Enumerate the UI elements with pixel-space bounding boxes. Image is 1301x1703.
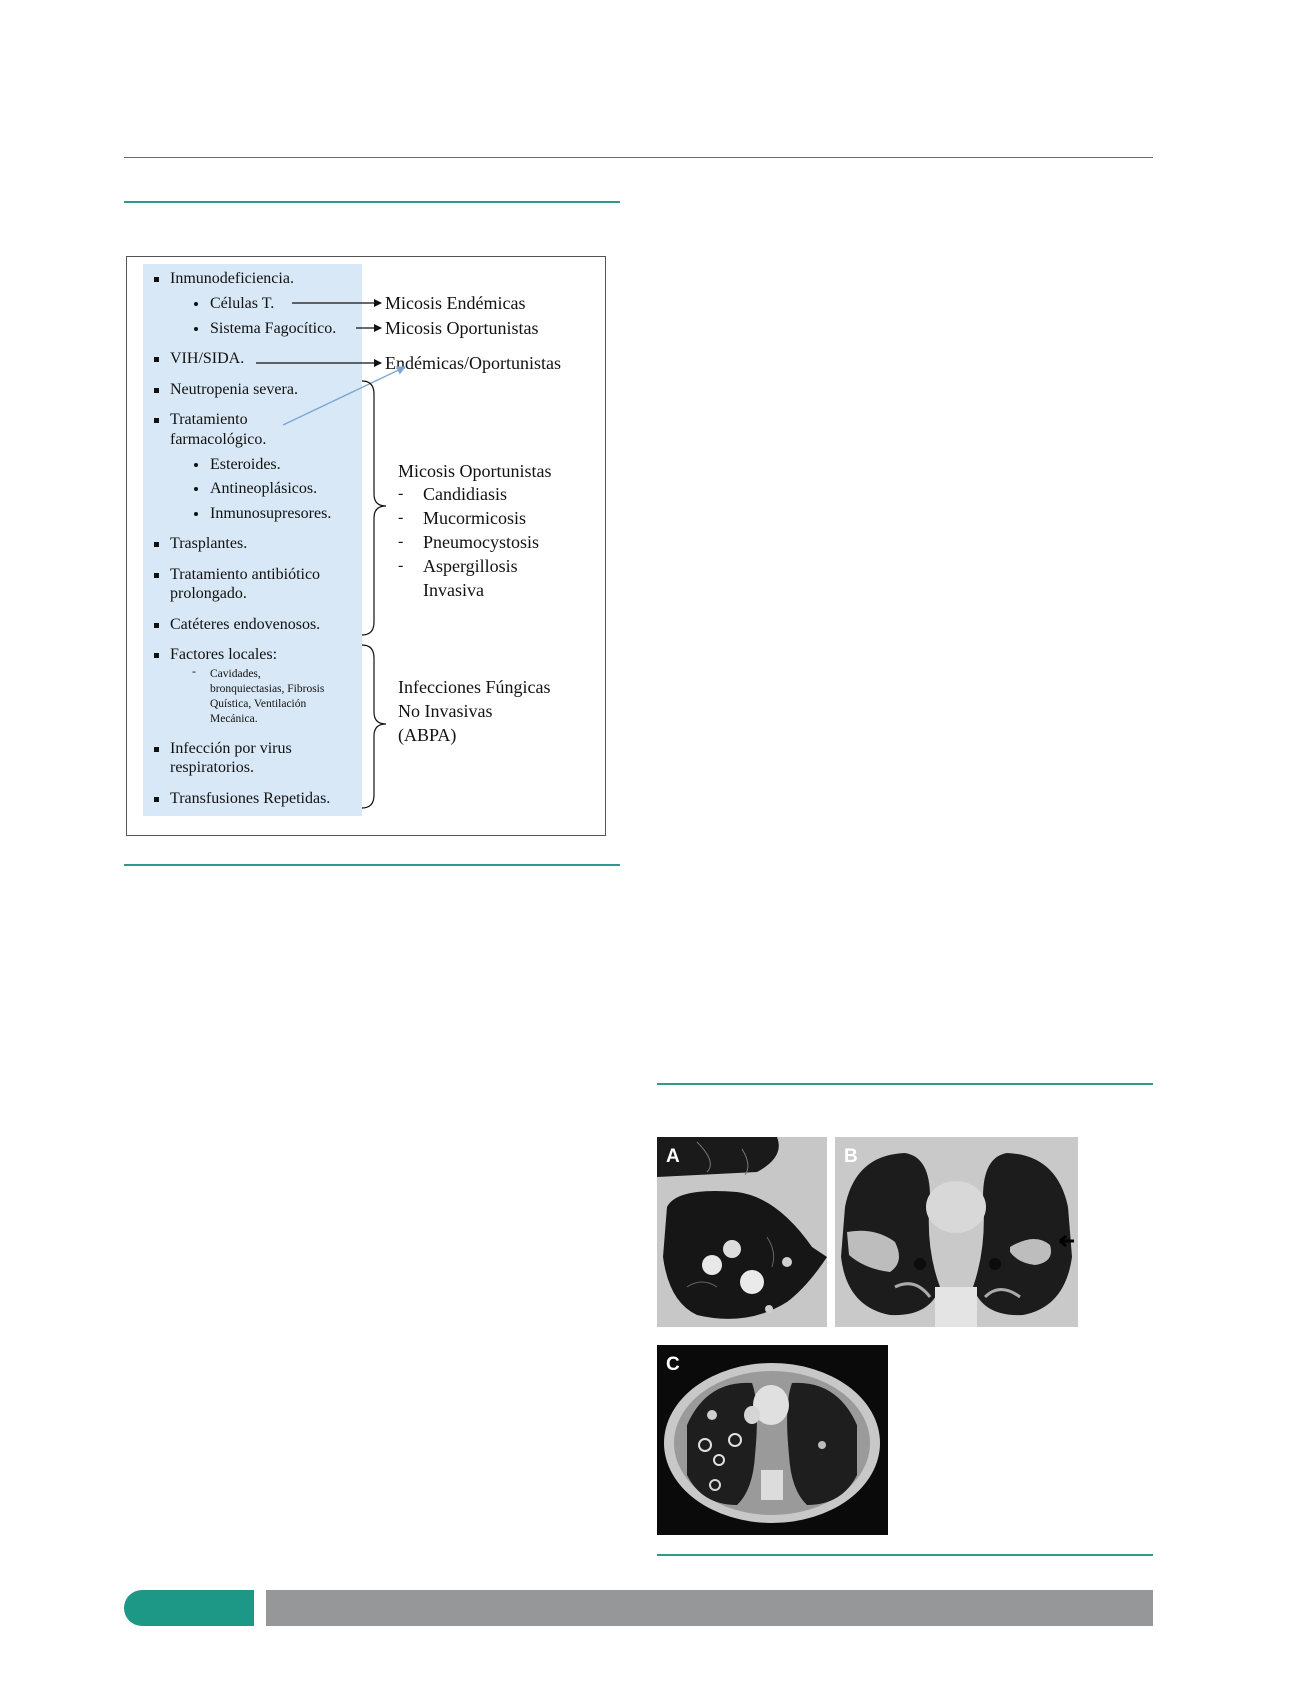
ct-image-panel-c bbox=[657, 1345, 888, 1535]
dash-mucormicosis: - bbox=[398, 509, 404, 526]
item-antibiotico-line1: Tratamiento antibiótico bbox=[170, 566, 321, 583]
ct-image-panel-b bbox=[835, 1137, 1078, 1327]
label-aspergillosis-line1: Aspergillosis bbox=[423, 556, 518, 576]
dash-aspergillosis: - bbox=[398, 557, 404, 574]
item-transfusiones: Transfusiones Repetidas. bbox=[170, 790, 331, 807]
footer-bar bbox=[266, 1590, 1153, 1626]
item-factores-sub-line4: Mecánica. bbox=[210, 713, 258, 725]
item-celulas-t: Células T. bbox=[210, 295, 275, 312]
label-candidiasis: Candidiasis bbox=[423, 484, 507, 504]
label-no-invasivas-line2: No Invasivas bbox=[398, 701, 493, 721]
label-micosis-endemicas: Micosis Endémicas bbox=[385, 293, 526, 313]
item-inmunodeficiencia: Inmunodeficiencia. bbox=[170, 270, 294, 287]
ct-scan-b-drawing bbox=[835, 1137, 1078, 1327]
item-virus-line1: Infección por virus bbox=[170, 740, 292, 757]
item-inmunosupresores: Inmunosupresores. bbox=[210, 505, 332, 522]
label-micosis-oportunistas: Micosis Oportunistas bbox=[385, 318, 539, 338]
label-no-invasivas-line3: (ABPA) bbox=[398, 725, 457, 745]
item-factores-sub-line3: Quística, Ventilación bbox=[210, 698, 307, 710]
item-factores-locales: Factores locales: bbox=[170, 646, 278, 663]
brace-no-invasivas bbox=[362, 645, 386, 808]
panel-label-a: A bbox=[666, 1146, 680, 1167]
label-mucormicosis: Mucormicosis bbox=[423, 508, 526, 528]
item-virus-line2: respiratorios. bbox=[170, 759, 254, 776]
brace-oportunistas bbox=[362, 381, 386, 635]
item-tratamiento-line2: farmacológico. bbox=[170, 431, 267, 448]
panel-label-c: C bbox=[666, 1354, 680, 1375]
item-antibiotico-line2: prolongado. bbox=[170, 585, 247, 602]
item-tratamiento-line1: Tratamiento bbox=[170, 411, 248, 428]
dash-candidiasis: - bbox=[398, 485, 404, 502]
label-endemicas-oportunistas: Endémicas/Oportunistas bbox=[385, 353, 561, 373]
footer-page-tab bbox=[124, 1590, 254, 1626]
item-neutropenia: Neutropenia severa. bbox=[170, 381, 298, 398]
item-factores-sub-line2: bronquiectasias, Fibrosis bbox=[210, 683, 325, 695]
panel-label-b: B bbox=[844, 1146, 858, 1167]
item-vih-sida: VIH/SIDA. bbox=[170, 350, 245, 367]
item-trasplantes: Trasplantes. bbox=[170, 535, 248, 552]
dash-pneumocystosis: - bbox=[398, 533, 404, 550]
label-no-invasivas-line1: Infecciones Fúngicas bbox=[398, 677, 551, 697]
item-sistema-fagocitico: Sistema Fagocítico. bbox=[210, 320, 337, 337]
ct-image-panel-a bbox=[657, 1137, 827, 1327]
dash-factores-sub: - bbox=[192, 664, 196, 678]
ct-scan-a-drawing bbox=[657, 1137, 827, 1327]
arrow-tratamiento-blue bbox=[283, 367, 405, 425]
label-pneumocystosis: Pneumocystosis bbox=[423, 532, 540, 552]
item-esteroides: Esteroides. bbox=[210, 456, 281, 473]
item-factores-sub-line1: Cavidades, bbox=[210, 668, 261, 680]
item-cateteres: Catéteres endovenosos. bbox=[170, 616, 321, 633]
label-oportunistas-title: Micosis Oportunistas bbox=[398, 461, 552, 481]
item-antineoplasicos: Antineoplásicos. bbox=[210, 480, 318, 497]
ct-scan-c-drawing bbox=[657, 1345, 888, 1535]
label-aspergillosis-line2: Invasiva bbox=[423, 580, 484, 600]
